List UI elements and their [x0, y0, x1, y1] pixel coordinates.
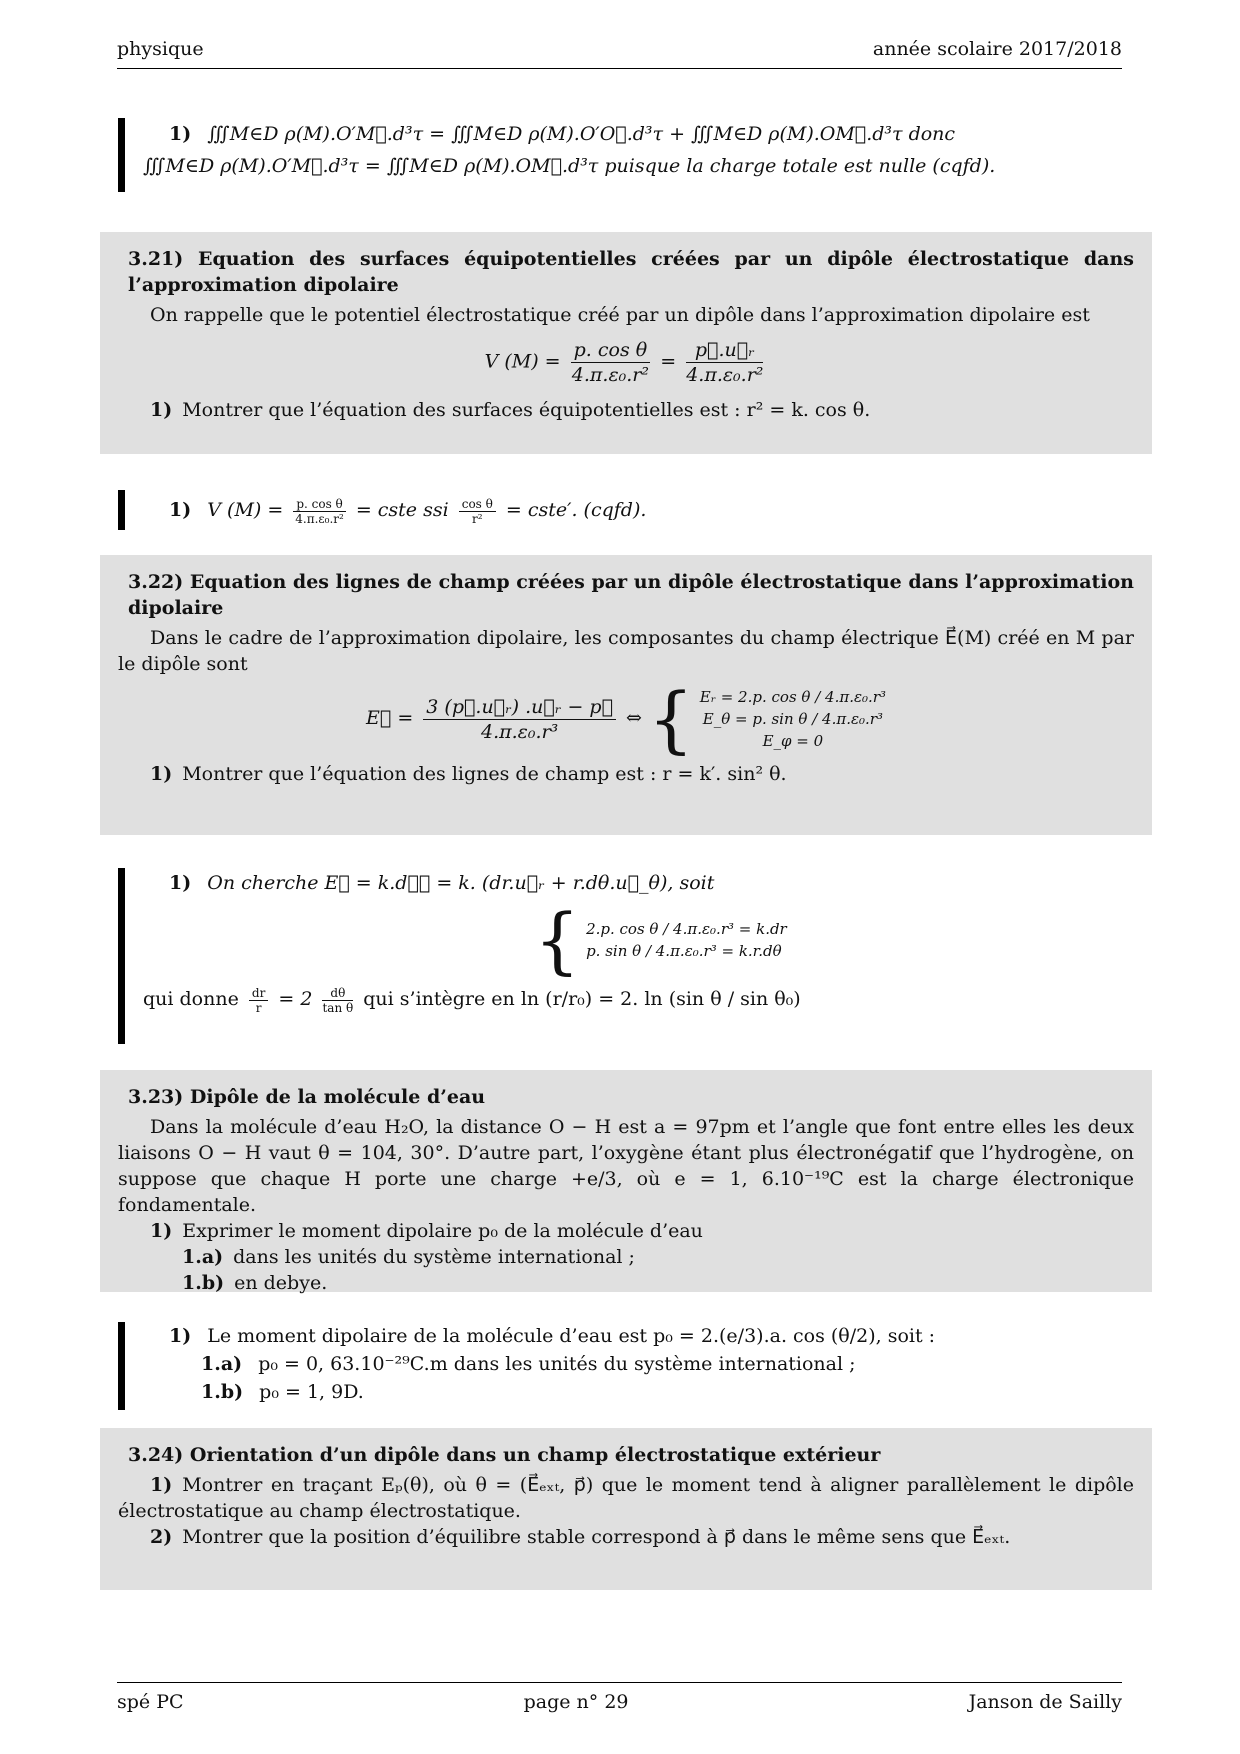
sub-question: 1.b) en debye.	[182, 1272, 328, 1294]
equation-system: { 2.p. cos θ / 4.π.ε₀.r³ = k.dr p. sin θ / 4.π.ε₀.r³ = k.r.dθ	[534, 898, 787, 982]
question: 2) Montrer que la position d’équilibre stable correspond à p⃗ dans le même sens que E⃗ₑₓₜ.	[150, 1526, 1011, 1548]
exercise-3-21	[100, 232, 1152, 454]
exercise-title: 3.23) Dipôle de la molécule d’eau	[128, 1086, 486, 1108]
page-footer	[117, 1682, 1122, 1713]
question: 1) Montrer en traçant Eₚ(θ), où θ = (E⃗ₑₓₜ, p⃗) que le moment tend à aligner parallèlement le dipôle électrostatique au champ électrostatique.	[118, 1474, 1134, 1522]
exercise-3-23	[100, 1070, 1152, 1292]
fraction: $\frac{\text{cos θ}}{\text{r²}}$	[459, 497, 496, 526]
exercise-text: On rappelle que le potentiel électrostatique créé par un dipôle dans l’approximation dipolaire est	[150, 304, 1090, 326]
question: 1) Exprimer le moment dipolaire p₀ de la molécule d’eau	[150, 1220, 703, 1242]
fraction: $\frac{d\theta}{\text{tan θ}}$	[322, 985, 354, 1015]
answer-3-22: 1) On cherche E⃗ = k.dℓ⃗ = k. (dr.u⃗ᵣ + r.dθ.u⃗_θ), soit { 2.p. cos θ / 4.π.ε₀.r³ = k.dr p. sin θ / 4.π.ε₀.r³ = k.r.dθ qui donne $\frac{dr}{r}$ = 2 $\frac{d\theta}{\text{tan θ}}$ qui s’intègre en ln (r/r₀) = 2. ln (sin θ / sin θ₀)	[118, 868, 1152, 1044]
exercise-title: 3.24) Orientation d’un dipôle dans un champ électrostatique extérieur	[128, 1444, 881, 1466]
exercise-title: 3.22) Equation des lignes de champ créées par un dipôle électrostatique dans l’approximation dipolaire	[128, 571, 1134, 619]
answer-3-23: 1) Le moment dipolaire de la molécule d’eau est p₀ = 2.(e/3).a. cos (θ/2), soit : 1.a) p₀ = 0, 63.10⁻²⁹C.m dans les unités du système international ; 1.b) p₀ = 1, 9D.	[118, 1322, 1152, 1410]
equation-system: { Eᵣ = 2.p. cos θ / 4.π.ε₀.r³ E_θ = p. sin θ / 4.π.ε₀.r³ E_φ = 0	[647, 677, 886, 761]
header-subject: physique	[117, 38, 204, 60]
exercise-title: 3.21) Equation des surfaces équipotentielles créées par un dipôle électrostatique dans l’approximation dipolaire	[128, 248, 1134, 296]
fraction: $\frac{\text{p. cos θ}}{\text{4.π.ε₀.r²}}$	[571, 339, 650, 386]
exercise-3-22	[100, 555, 1152, 835]
page-header	[117, 38, 1122, 69]
page-number: page n° 29	[523, 1691, 629, 1713]
fraction: $\frac{\text{3 (p⃗.u⃗ᵣ) .u⃗ᵣ − p⃗}}{\text{4.π.ε₀.r³}}$	[423, 695, 616, 744]
answer-3-20	[118, 118, 1152, 192]
exercise-3-24	[100, 1428, 1152, 1590]
fraction: $\frac{dr}{r}$	[249, 986, 268, 1015]
sub-question: 1.a) dans les unités du système international ;	[182, 1246, 635, 1268]
exercise-text: Dans le cadre de l’approximation dipolaire, les composantes du champ électrique E⃗(M) créé en M par le dipôle sont	[118, 627, 1134, 675]
question: 1) Montrer que l’équation des lignes de champ est : r = k′. sin² θ.	[150, 763, 787, 785]
question: 1) Montrer que l’équation des surfaces équipotentielles est : r² = k. cos θ.	[150, 399, 871, 421]
brace-symbol: {	[647, 677, 694, 761]
fraction: $\frac{\text{p. cos θ}}{\text{4.π.ε₀.r²}}$	[295, 496, 344, 526]
fraction: $\frac{\text{p⃗.u⃗ᵣ}}{\text{4.π.ε₀.r²}}$	[686, 339, 764, 386]
footer-school: Janson de Sailly	[968, 1691, 1122, 1713]
answer-3-21: 1) V (M) = $\frac{\text{p. cos θ}}{\text{4.π.ε₀.r²}}$ = cste ssi $\frac{\text{cos θ}}{\text{r²}}$ = cste′. (cqfd).	[118, 490, 1152, 530]
answer-line: ∭M∈D ρ(M).O′M⃗.d³τ = ∭M∈D ρ(M).OM⃗.d³τ puisque la charge totale est nulle (cqfd).	[143, 155, 996, 177]
footer-class: spé PC	[117, 1691, 184, 1713]
potential-equation: V (M) = $\frac{\text{p. cos θ}}{\text{4.π.ε₀.r²}}$ = $\frac{\text{p⃗.u⃗ᵣ}}{\text{4.π.ε₀.r²}}$	[484, 339, 764, 386]
exercise-text: Dans la molécule d’eau H₂O, la distance O − H est a = 97pm et l’angle que font entre elles les deux liaisons O − H vaut θ = 104, 30°. D’autre part, l’oxygène étant plus électronégatif que l’hydrogène, on suppose que chaque H porte une charge +e/3, où e = 1, 6.10⁻¹⁹C est la charge électronique fondamentale.	[118, 1116, 1134, 1216]
brace-symbol: {	[534, 898, 581, 982]
header-year: année scolaire 2017/2018	[872, 38, 1122, 60]
answer-number: 1)	[169, 123, 192, 145]
answer-line: ∭M∈D ρ(M).O′M⃗.d³τ = ∭M∈D ρ(M).O′O⃗.d³τ + ∭M∈D ρ(M).OM⃗.d³τ donc	[207, 123, 956, 145]
field-equation: E⃗ = $\frac{\text{3 (p⃗.u⃗ᵣ) .u⃗ᵣ − p⃗}}{\text{4.π.ε₀.r³}}$ ⇔ { Eᵣ = 2.p. cos θ / 4.π.ε₀.r³ E_θ = p. sin θ / 4.π.ε₀.r³ E_φ = 0	[366, 677, 886, 761]
